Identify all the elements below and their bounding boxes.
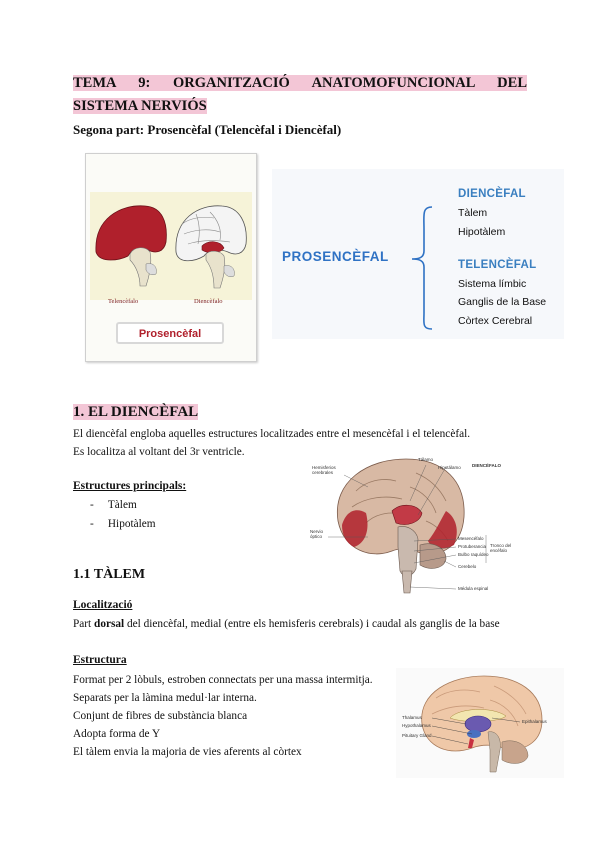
structure-line: Adopta forma de Y bbox=[73, 728, 161, 740]
subsection-heading: Estructures principals: bbox=[73, 480, 187, 492]
localization-heading: Localització bbox=[73, 599, 133, 611]
figure3-label: Epithalamus bbox=[522, 719, 547, 724]
map-item-hypothalamus: Hipotàlem bbox=[458, 226, 506, 238]
title-highlight-2: SISTEMA NERVIÓS bbox=[73, 98, 207, 114]
section-heading: 1. EL DIENCÈFAL bbox=[73, 404, 199, 420]
telencephalon-heading: TELENCÈFAL bbox=[458, 259, 537, 271]
document-title-line2 bbox=[73, 95, 207, 118]
paragraph: Es localitza al voltant del 3r ventricle. bbox=[73, 446, 245, 458]
list-item: - Hipotàlem bbox=[90, 518, 156, 530]
figure3-label: Thalamus bbox=[402, 715, 422, 720]
thalamus-figure bbox=[396, 668, 564, 778]
figure2-label: DIENCÉFALO bbox=[472, 463, 502, 468]
concept-map-root: PROSENCÈFAL bbox=[282, 249, 389, 264]
map-item-thalamus: Tàlem bbox=[458, 207, 488, 219]
diencephalon-figure bbox=[306, 451, 520, 597]
title-highlight: TEMA 9: ORGANITZACIÓ ANATOMOFUNCIONAL DEL bbox=[73, 75, 527, 91]
figure2-label: Tronco del encéfalo bbox=[490, 543, 512, 553]
structure-heading: Estructura bbox=[73, 654, 127, 666]
map-item-basal-ganglia: Ganglis de la Base bbox=[458, 296, 547, 308]
map-item-cerebral-cortex: Còrtex Cerebral bbox=[458, 315, 533, 327]
structure-line: El tàlem envia la majoria de vies aferents al còrtex bbox=[73, 746, 302, 758]
list-item: - Tàlem bbox=[90, 499, 137, 511]
figure2-label: Bulbo raquídeo bbox=[458, 552, 489, 557]
figure2-label: Hipotálamo bbox=[438, 465, 461, 470]
subsection-title: 1.1 TÀLEM bbox=[73, 567, 146, 582]
figure-label-telencephalon: Telencèfalo bbox=[108, 298, 139, 305]
figure2-label: Hemisferios cerebrales bbox=[312, 465, 336, 475]
document-subtitle: Segona part: Prosencèfal (Telencèfal i Diencèfal) bbox=[73, 122, 342, 137]
figure-label-diencephalon: Diencèfalo bbox=[194, 298, 223, 305]
structure-line: Separats per la làmina medul·lar interna. bbox=[73, 692, 257, 704]
figure2-label: Nervio óptico bbox=[310, 529, 324, 539]
map-item-limbic-system: Sistema límbic bbox=[458, 278, 527, 290]
figure2-label: Tálamo bbox=[418, 457, 434, 462]
structure-line: Format per 2 lòbuls, estroben connectats per una massa intermitja. bbox=[73, 674, 373, 686]
figure2-label: Mesencéfalo bbox=[458, 536, 484, 541]
figure2-label: Médula espinal bbox=[458, 586, 489, 591]
figure-caption: Prosencèfal bbox=[138, 328, 202, 340]
figure2-label: Protuberancia bbox=[458, 544, 487, 549]
document-title-line1 bbox=[73, 72, 527, 95]
figure3-label: Hypothalamus bbox=[402, 723, 431, 728]
localization-text: Part dorsal del diencèfal, medial (entre els hemisferis cerebrals) i caudal als ganglis de la base bbox=[73, 618, 500, 630]
figure3-label: Pituitary Gland bbox=[402, 733, 432, 738]
concept-map-bracket bbox=[406, 205, 436, 331]
figure2-label: Cerebelo bbox=[458, 564, 477, 569]
brain-sagittal-illustration bbox=[90, 194, 252, 304]
diencephalon-heading: DIENCÈFAL bbox=[458, 188, 526, 200]
figure-caption-box bbox=[116, 322, 224, 344]
concept-map bbox=[272, 169, 564, 339]
paragraph: El diencèfal engloba aquelles estructures localitzades entre el mesencèfal i el telencèfal. bbox=[73, 428, 471, 440]
structure-line: Conjunt de fibres de substància blanca bbox=[73, 710, 248, 722]
prosencephalon-figure bbox=[85, 153, 257, 362]
